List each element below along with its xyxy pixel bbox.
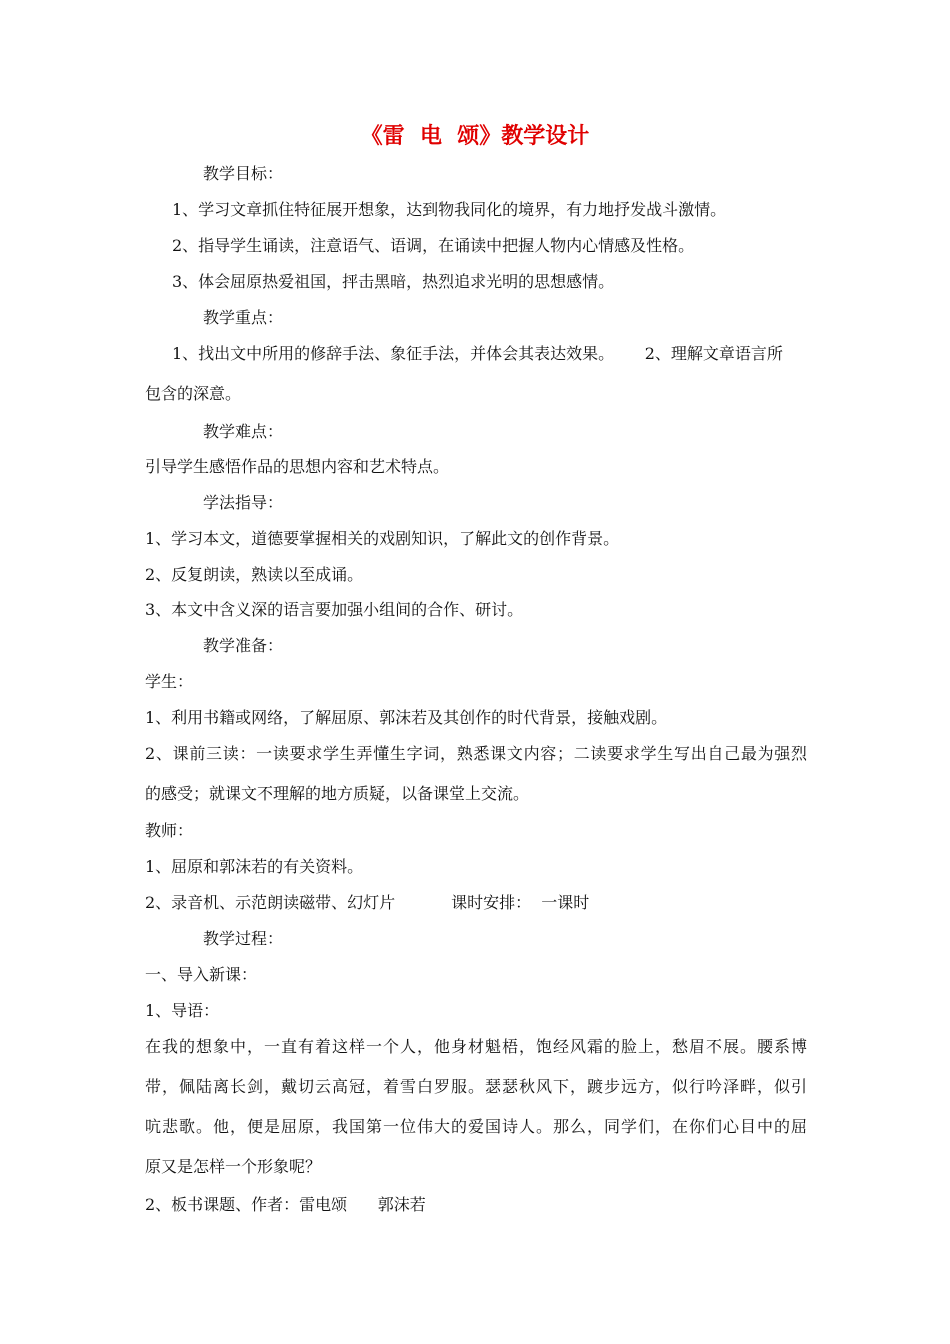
prep-heading: 教学准备： xyxy=(203,636,284,655)
teacher-item: 1、屈原和郭沫若的有关资料。 xyxy=(145,857,364,876)
student-item: 1、利用书籍或网络，了解屈原、郭沫若及其创作的时代背景，接触戏剧。 xyxy=(145,708,668,727)
intro-paragraph-line: 吭悲歌。他，便是屈原，我国第一位伟大的爱国诗人。那么，同学们，在你们心目中的屈 xyxy=(145,1117,807,1136)
goal-item: 2、指导学生诵读，注意语气、语调，在诵读中把握人物内心情感及性格。 xyxy=(172,236,695,255)
intro-paragraph-line: 原又是怎样一个形象呢？ xyxy=(145,1157,322,1176)
difficulty-heading: 教学难点： xyxy=(203,422,284,441)
process-sub: 1、导语： xyxy=(145,1001,220,1020)
intro-paragraph-line: 在我的想象中，一直有着这样一个人，他身材魁梧，饱经风霜的脸上，愁眉不展。腰系博 xyxy=(145,1037,807,1056)
goals-heading: 教学目标： xyxy=(203,164,284,183)
method-item: 2、反复朗读，熟读以至成诵。 xyxy=(145,565,364,584)
difficulty-text: 引导学生感悟作品的思想内容和艺术特点。 xyxy=(145,457,450,476)
keypoints-line: 1、找出文中所用的修辞手法、象征手法，并体会其表达效果。 2、理解文章语言所 xyxy=(172,344,783,363)
keypoints-heading: 教学重点： xyxy=(203,308,284,327)
method-item: 1、学习本文，道德要掌握相关的戏剧知识，了解此文的创作背景。 xyxy=(145,529,620,548)
process-sub: 2、板书课题、作者：雷电颂 郭沫若 xyxy=(145,1195,426,1214)
goal-item: 3、体会屈原热爱祖国，抨击黑暗，热烈追求光明的思想感情。 xyxy=(172,272,615,291)
document-title: 《雷 电 颂》教学设计 xyxy=(360,124,590,149)
student-item: 的感受；就课文不理解的地方质疑，以备课堂上交流。 xyxy=(145,784,530,803)
goal-item: 1、学习文章抓住特征展开想象，达到物我同化的境界，有力地抒发战斗激情。 xyxy=(172,200,727,219)
process-heading: 教学过程： xyxy=(203,929,284,948)
teacher-label: 教师： xyxy=(145,821,194,840)
method-item: 3、本文中含义深的语言要加强小组间的合作、研讨。 xyxy=(145,600,524,619)
keypoints-line: 包含的深意。 xyxy=(145,384,242,403)
teacher-item: 2、录音机、示范朗读磁带、幻灯片 课时安排： 一课时 xyxy=(145,893,590,912)
student-label: 学生： xyxy=(145,672,194,691)
intro-paragraph-line: 带，佩陆离长剑，戴切云高冠，着雪白罗服。瑟瑟秋风下，踱步远方，似行吟泽畔，似引 xyxy=(145,1077,807,1096)
student-item: 2、课前三读：一读要求学生弄懂生字词，熟悉课文内容；二读要求学生写出自己最为强烈 xyxy=(145,744,807,763)
method-heading: 学法指导： xyxy=(203,493,284,512)
process-section: 一、导入新课： xyxy=(145,965,258,984)
